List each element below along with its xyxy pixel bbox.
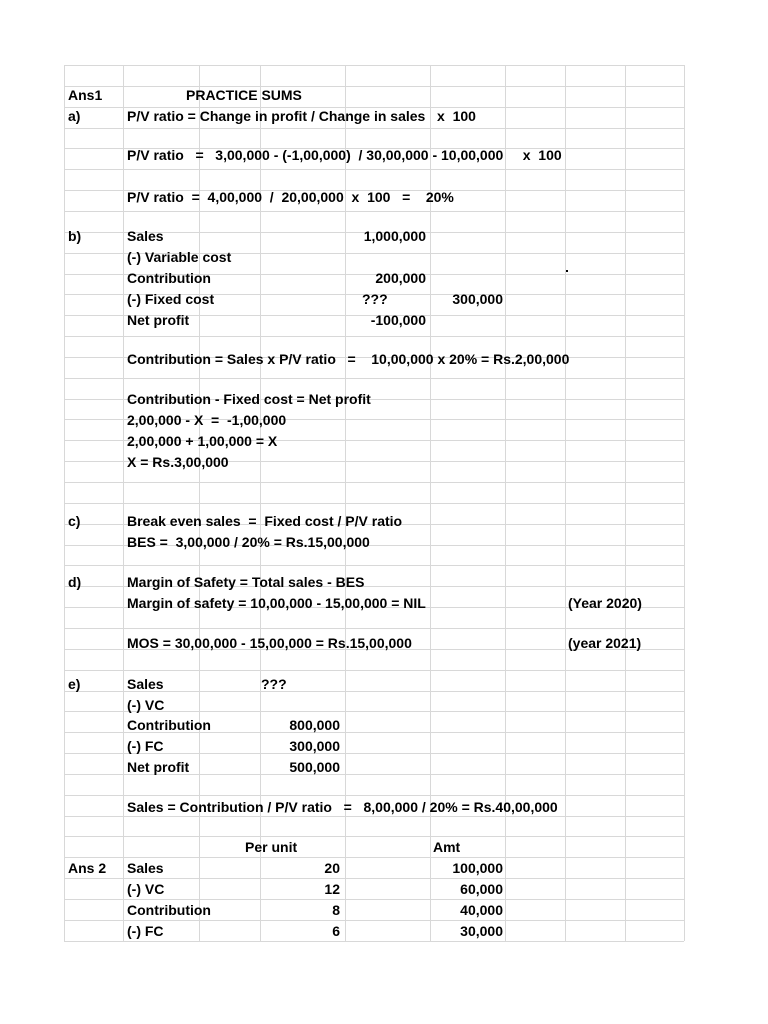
pv-ratio-formula: P/V ratio = Change in profit / Change in sales x 100 bbox=[127, 108, 476, 124]
b-row-value: 1,000,000 bbox=[363, 228, 426, 244]
year-note: (year 2021) bbox=[568, 635, 642, 651]
grid-row-line bbox=[64, 503, 684, 504]
bes-line: Break even sales = Fixed cost / P/V ratio bbox=[127, 513, 403, 529]
grid-row-line bbox=[64, 378, 684, 379]
ans2-per-unit: 8 bbox=[332, 902, 340, 918]
e-row-label: Sales bbox=[127, 676, 164, 692]
part-e-label: e) bbox=[68, 676, 81, 692]
mos-line: Margin of safety = 10,00,000 - 15,00,000 = NIL bbox=[127, 595, 426, 611]
b-row-value: 200,000 bbox=[375, 270, 426, 286]
ans2-label: Ans 2 bbox=[68, 860, 107, 876]
pv-ratio-step1: P/V ratio = 3,00,000 - (-1,00,000) / 30,00,000 - 10,00,000 x 100 bbox=[127, 147, 562, 163]
ans2-amt: 60,000 bbox=[460, 881, 503, 897]
part-c-label: c) bbox=[68, 513, 81, 529]
part-a-label: a) bbox=[68, 108, 81, 124]
e-row-label: (-) VC bbox=[127, 697, 165, 713]
ans2-amt: 30,000 bbox=[460, 923, 503, 939]
e-row-label: (-) FC bbox=[127, 738, 164, 754]
ans2-row-label: (-) VC bbox=[127, 881, 165, 897]
page-title: PRACTICE SUMS bbox=[186, 87, 302, 103]
ans1-label: Ans1 bbox=[68, 87, 103, 103]
e-row-value: 800,000 bbox=[289, 717, 340, 733]
part-d-label: d) bbox=[68, 574, 82, 590]
b-row-label: Sales bbox=[127, 228, 164, 244]
grid-row-line bbox=[64, 65, 684, 66]
per-unit-header: Per unit bbox=[245, 839, 298, 855]
year-note: (Year 2020) bbox=[568, 595, 642, 611]
b-row-extra: 300,000 bbox=[452, 291, 503, 307]
grid-row-line bbox=[64, 482, 684, 483]
grid-col-line bbox=[684, 65, 685, 941]
mos-line: MOS = 30,00,000 - 15,00,000 = Rs.15,00,000 bbox=[127, 635, 412, 651]
ans2-row-label: Contribution bbox=[127, 902, 211, 918]
b-row-label: Net profit bbox=[127, 312, 190, 328]
grid-col-line bbox=[123, 65, 124, 941]
grid-row-line bbox=[64, 565, 684, 566]
grid-col-line bbox=[625, 65, 626, 941]
bes-line: BES = 3,00,000 / 20% = Rs.15,00,000 bbox=[127, 534, 370, 550]
grid-col-line bbox=[565, 65, 566, 941]
ans2-amt: 100,000 bbox=[452, 860, 503, 876]
grid-row-line bbox=[64, 941, 684, 942]
ans2-per-unit: 12 bbox=[324, 881, 340, 897]
grid-row-line bbox=[64, 836, 684, 837]
ans2-per-unit: 6 bbox=[332, 923, 340, 939]
fc-line: Contribution - Fixed cost = Net profit bbox=[127, 391, 371, 407]
fc-line: 2,00,000 - X = -1,00,000 bbox=[127, 412, 287, 428]
e-row-value: ??? bbox=[261, 676, 287, 692]
pv-ratio-step2: P/V ratio = 4,00,000 / 20,00,000 x 100 = 20% bbox=[127, 189, 454, 205]
amt-header: Amt bbox=[433, 839, 461, 855]
e-row-value: 500,000 bbox=[289, 759, 340, 775]
b-row-label: Contribution bbox=[127, 270, 211, 286]
ans2-row-label: (-) FC bbox=[127, 923, 164, 939]
grid-row-line bbox=[64, 336, 684, 337]
grid-row-line bbox=[64, 169, 684, 170]
sales-line: Sales = Contribution / P/V ratio = 8,00,000 / 20% = Rs.40,00,000 bbox=[127, 799, 558, 815]
grid-row-line bbox=[64, 86, 684, 87]
grid-row-line bbox=[64, 795, 684, 796]
part-b-label: b) bbox=[68, 228, 82, 244]
grid-col-line bbox=[64, 65, 65, 941]
b-row-value: -100,000 bbox=[370, 312, 426, 328]
grid-row-line bbox=[64, 128, 684, 129]
b-row-value: ??? bbox=[362, 291, 388, 307]
b-row-label: (-) Variable cost bbox=[127, 249, 232, 265]
fc-line: 2,00,000 + 1,00,000 = X bbox=[127, 433, 278, 449]
e-row-label: Contribution bbox=[127, 717, 211, 733]
grid-row-line bbox=[64, 628, 684, 629]
contribution-line: Contribution = Sales x P/V ratio = 10,00,000 x 20% = Rs.2,00,000 bbox=[127, 351, 570, 367]
grid-row-line bbox=[64, 211, 684, 212]
ans2-amt: 40,000 bbox=[460, 902, 503, 918]
grid-row-line bbox=[64, 670, 684, 671]
mos-line: Margin of Safety = Total sales - BES bbox=[127, 574, 365, 590]
stray-dot bbox=[566, 270, 568, 272]
ans2-per-unit: 20 bbox=[324, 860, 340, 876]
e-row-value: 300,000 bbox=[289, 738, 340, 754]
ans2-row-label: Sales bbox=[127, 860, 164, 876]
e-row-label: Net profit bbox=[127, 759, 190, 775]
fc-line: X = Rs.3,00,000 bbox=[127, 454, 229, 470]
b-row-label: (-) Fixed cost bbox=[127, 291, 215, 307]
